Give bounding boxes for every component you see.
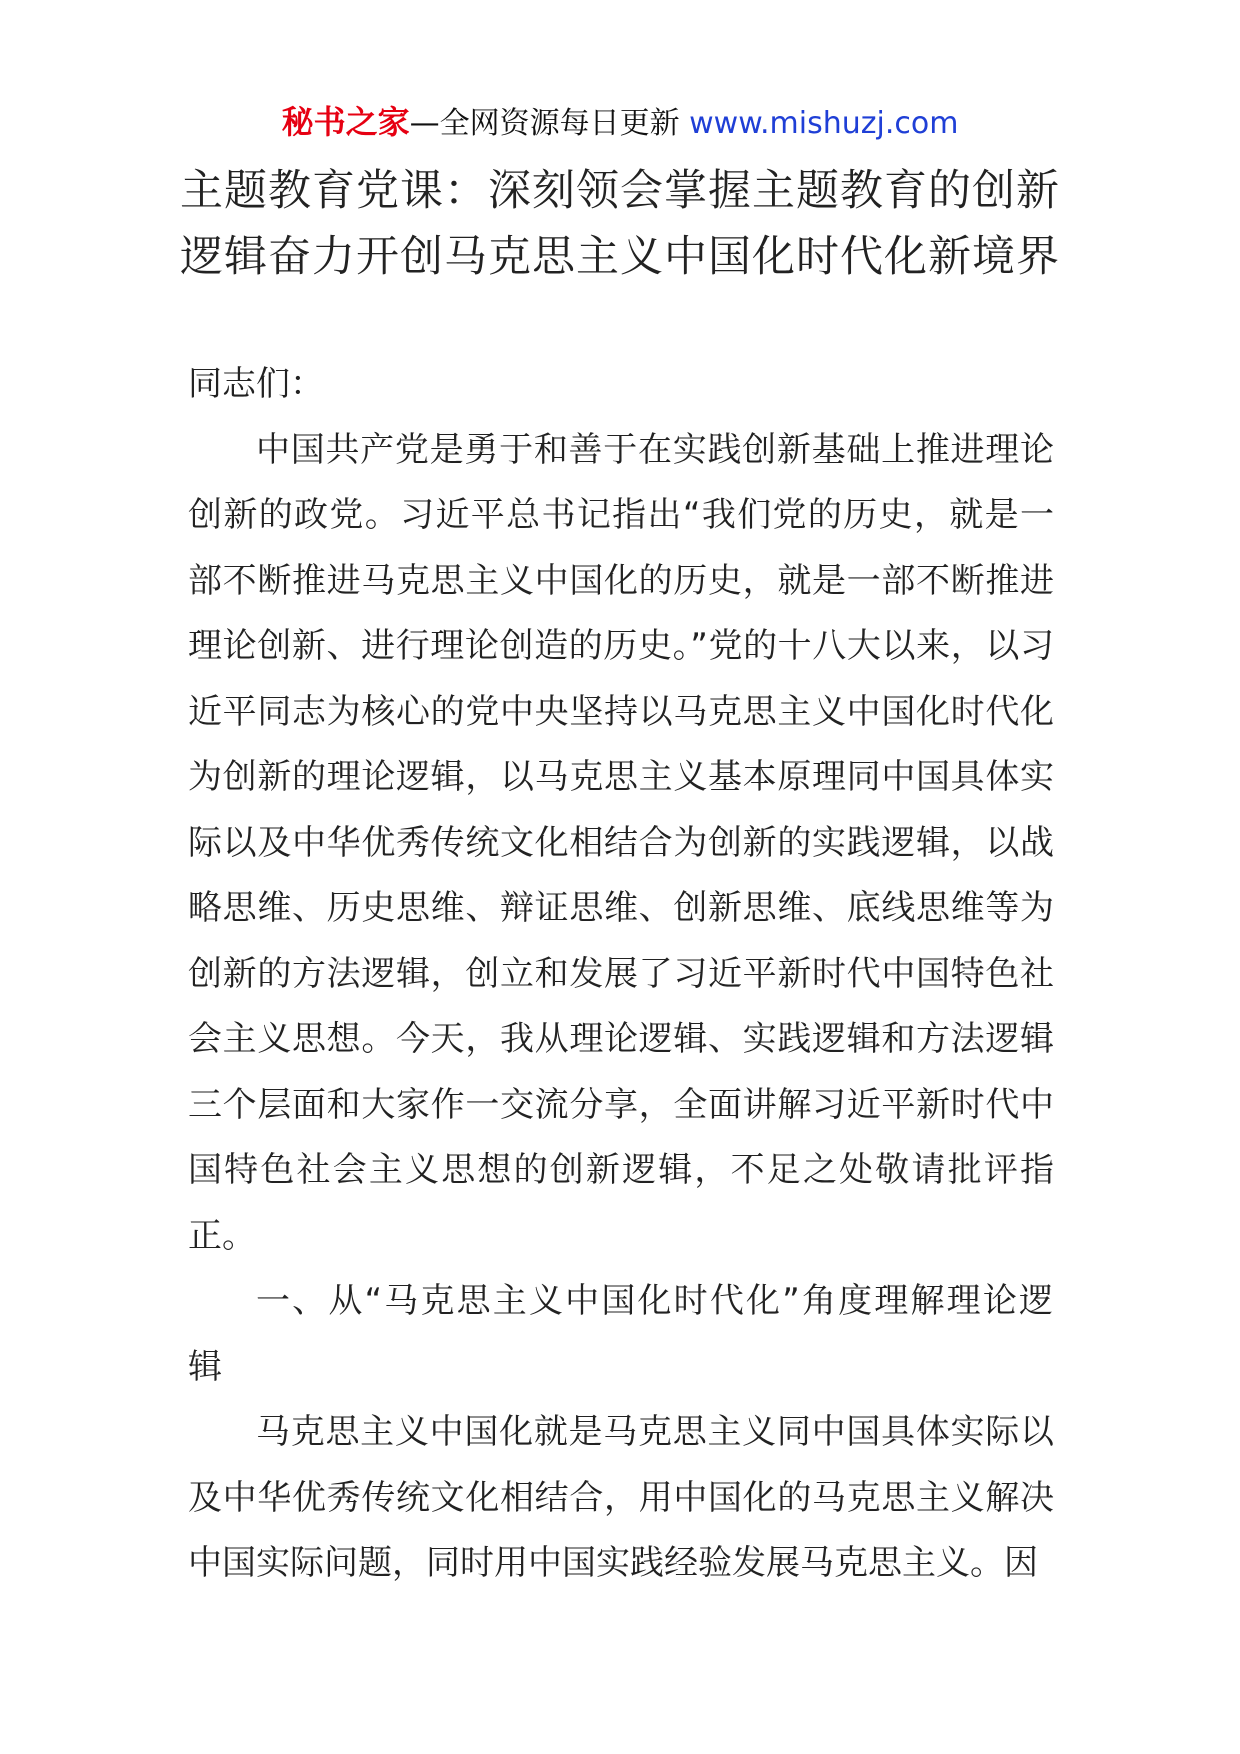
site-header [0, 100, 1240, 146]
title-line-2: 逻辑奋力开创马克思主义中国化时代化新境界 [180, 232, 1060, 282]
brand-name: 秘书之家 [281, 103, 410, 141]
salutation: 同志们： [188, 364, 324, 404]
paragraph-section-1: 马克思主义中国化就是马克思主义同中国具体实际以及中华优秀传统文化相结合，用中国化的马克思主义解决中国实际问题，同时用中国实践经验发展马克思主义。因 [188, 1412, 1054, 1583]
site-url-link[interactable]: www.mishuzj.com [689, 106, 959, 141]
section-heading-1: 一、从“马克思主义中国化时代化”角度理解理论逻辑 [188, 1281, 1054, 1387]
document-title [150, 158, 1090, 290]
document-body [188, 352, 1054, 1597]
title-line-1: 主题教育党课：深刻领会掌握主题教育的创新 [180, 166, 1060, 216]
paragraph-intro: 中国共产党是勇于和善于在实践创新基础上推进理论创新的政党。习近平总书记指出“我们党的历史，就是一部不断推进马克思主义中国化的历史，就是一部不断推进理论创新、进行理论创造的历史。”党的十八大以来，以习近平同志为核心的党中央坚持以马克思主义中国化时代化为创新的理论逻辑，以马克思主义基本原理同中国具体实际以及中华优秀传统文化相结合为创新的实践逻辑，以战略思维、历史思维、辩证思维、创新思维、底线思维等为创新的方法逻辑，创立和发展了习近平新时代中国特色社会主义思想。今天，我从理论逻辑、实践逻辑和方法逻辑三个层面和大家作一交流分享，全面讲解习近平新时代中国特色社会主义思想的创新逻辑，不足之处敬请批评指正。 [188, 429, 1054, 1256]
header-tagline: —全网资源每日更新 [409, 106, 690, 141]
